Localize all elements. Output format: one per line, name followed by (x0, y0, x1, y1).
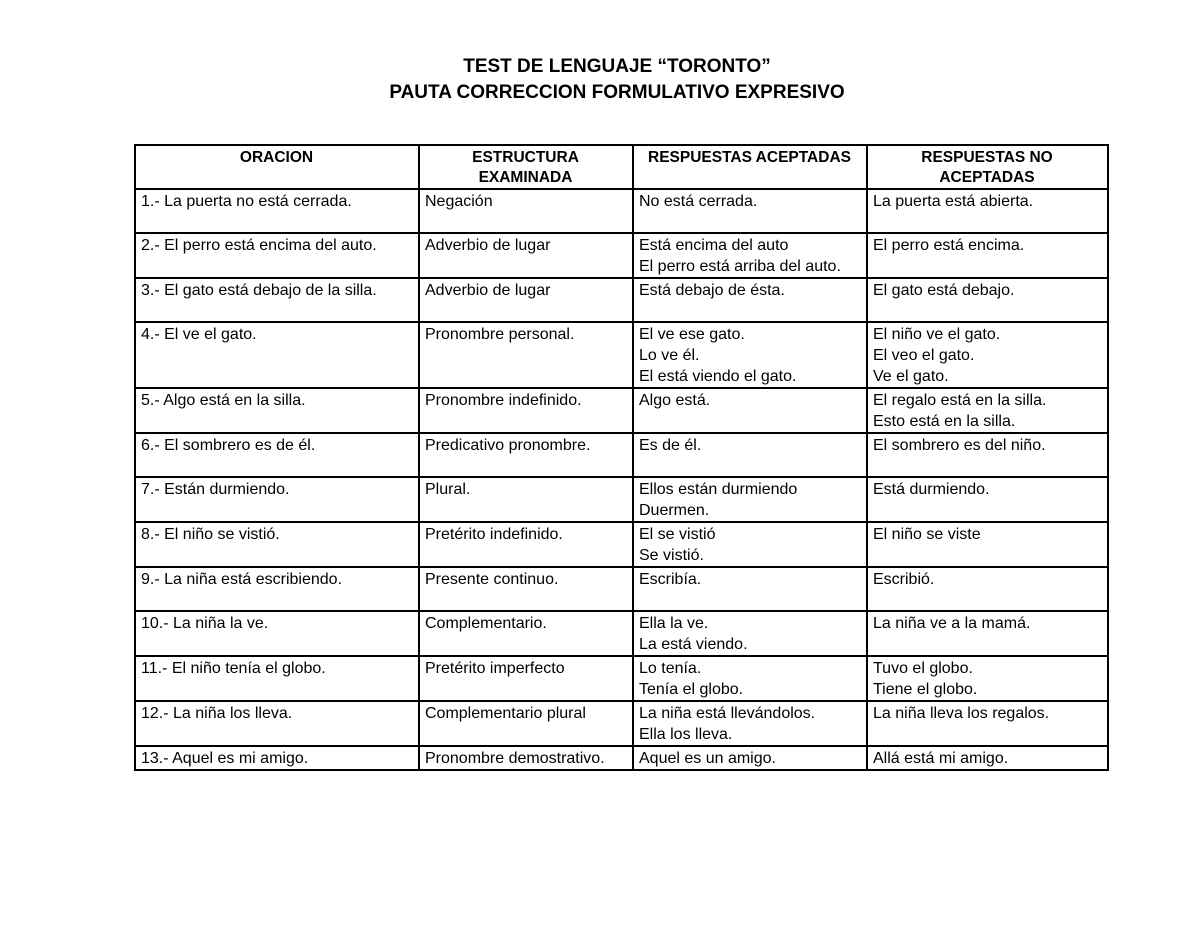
table-row (135, 233, 1108, 278)
cell-line: Aquel es un amigo. (639, 750, 776, 767)
cell-oracion: 10.- La niña la ve. (135, 611, 419, 656)
table-row (135, 656, 1108, 701)
header-oracion: ORACION (135, 145, 419, 189)
cell-line: La puerta está abierta. (873, 193, 1034, 210)
cell-oracion: 7.- Están durmiendo. (135, 477, 419, 522)
cell-line: Escribía. (639, 571, 702, 588)
cell-oracion: 3.- El gato está debajo de la silla. (135, 278, 419, 322)
table-row (135, 388, 1108, 433)
cell-no-aceptadas (867, 522, 1108, 567)
table-row (135, 433, 1108, 477)
cell-oracion: 4.- El ve el gato. (135, 322, 419, 388)
cell-line: Tenía el globo. (639, 681, 744, 698)
cell-line: El regalo está en la silla. (873, 392, 1047, 409)
cell-no-aceptadas (867, 388, 1108, 433)
cell-line: La niña ve a la mamá. (873, 615, 1031, 632)
cell-aceptadas (633, 388, 867, 433)
cell-estructura: Pronombre demostrativo. (419, 746, 633, 770)
cell-oracion: 1.- La puerta no está cerrada. (135, 189, 419, 233)
cell-oracion: 5.- Algo está en la silla. (135, 388, 419, 433)
correction-table (134, 144, 1109, 771)
cell-line: El se vistió (639, 526, 716, 543)
cell-no-aceptadas (867, 189, 1108, 233)
cell-oracion: 13.- Aquel es mi amigo. (135, 746, 419, 770)
cell-aceptadas (633, 567, 867, 611)
cell-line: El niño se viste (873, 526, 981, 543)
cell-no-aceptadas (867, 477, 1108, 522)
cell-estructura: Presente continuo. (419, 567, 633, 611)
cell-estructura: Predicativo pronombre. (419, 433, 633, 477)
table-row (135, 477, 1108, 522)
cell-line: El está viendo el gato. (639, 368, 797, 385)
cell-aceptadas (633, 701, 867, 746)
cell-line: La está viendo. (639, 636, 748, 653)
cell-estructura: Pronombre indefinido. (419, 388, 633, 433)
cell-no-aceptadas (867, 746, 1108, 770)
cell-line: El perro está arriba del auto. (639, 258, 841, 275)
cell-estructura: Plural. (419, 477, 633, 522)
cell-estructura: Negación (419, 189, 633, 233)
cell-oracion: 12.- La niña los lleva. (135, 701, 419, 746)
cell-aceptadas (633, 522, 867, 567)
cell-line: El sombrero es del niño. (873, 437, 1046, 454)
cell-aceptadas (633, 477, 867, 522)
title-line-1: TEST DE LENGUAJE “TORONTO” (463, 56, 771, 77)
cell-no-aceptadas (867, 701, 1108, 746)
cell-aceptadas (633, 746, 867, 770)
cell-line: Ve el gato. (873, 368, 949, 385)
cell-estructura: Complementario plural (419, 701, 633, 746)
cell-line: El niño ve el gato. (873, 326, 1001, 343)
cell-line: Tiene el globo. (873, 681, 978, 698)
cell-oracion: 6.- El sombrero es de él. (135, 433, 419, 477)
cell-no-aceptadas (867, 656, 1108, 701)
cell-line: El perro está encima. (873, 237, 1025, 254)
table-row (135, 746, 1108, 770)
cell-no-aceptadas (867, 322, 1108, 388)
cell-line: No está cerrada. (639, 193, 758, 210)
cell-line: La niña está llevándolos. (639, 705, 816, 722)
cell-line: Está debajo de ésta. (639, 282, 785, 299)
table-row (135, 701, 1108, 746)
cell-line: Lo tenía. (639, 660, 702, 677)
document-title (0, 54, 1200, 106)
cell-aceptadas (633, 233, 867, 278)
cell-aceptadas (633, 611, 867, 656)
cell-oracion: 2.- El perro está encima del auto. (135, 233, 419, 278)
cell-aceptadas (633, 189, 867, 233)
cell-estructura: Adverbio de lugar (419, 233, 633, 278)
cell-oracion: 11.- El niño tenía el globo. (135, 656, 419, 701)
cell-line: La niña lleva los regalos. (873, 705, 1050, 722)
cell-line: Esto está en la silla. (873, 413, 1016, 430)
cell-estructura: Pronombre personal. (419, 322, 633, 388)
cell-aceptadas (633, 433, 867, 477)
table-row (135, 322, 1108, 388)
cell-line: Ella los lleva. (639, 726, 733, 743)
table-row (135, 611, 1108, 656)
cell-no-aceptadas (867, 278, 1108, 322)
cell-no-aceptadas (867, 233, 1108, 278)
cell-line: Es de él. (639, 437, 702, 454)
cell-line: El ve ese gato. (639, 326, 745, 343)
cell-oracion: 8.- El niño se vistió. (135, 522, 419, 567)
cell-no-aceptadas (867, 567, 1108, 611)
cell-oracion: 9.- La niña está escribiendo. (135, 567, 419, 611)
table-row (135, 567, 1108, 611)
cell-line: Ellos están durmiendo (639, 481, 798, 498)
cell-aceptadas (633, 656, 867, 701)
header-aceptadas: RESPUESTAS ACEPTADAS (633, 145, 867, 189)
cell-line: El veo el gato. (873, 347, 975, 364)
cell-line: El gato está debajo. (873, 282, 1015, 299)
table-row (135, 522, 1108, 567)
cell-estructura: Adverbio de lugar (419, 278, 633, 322)
table-row (135, 189, 1108, 233)
title-line-2: PAUTA CORRECCION FORMULATIVO EXPRESIVO (389, 82, 845, 103)
cell-line: Allá está mi amigo. (873, 750, 1009, 767)
cell-line: Se vistió. (639, 547, 704, 564)
header-no-aceptadas: RESPUESTAS NO ACEPTADAS (867, 145, 1108, 189)
cell-line: Está durmiendo. (873, 481, 990, 498)
table-row (135, 278, 1108, 322)
cell-line: Tuvo el globo. (873, 660, 973, 677)
cell-no-aceptadas (867, 611, 1108, 656)
cell-line: Está encima del auto (639, 237, 789, 254)
cell-line: Lo ve él. (639, 347, 700, 364)
cell-line: Ella la ve. (639, 615, 709, 632)
cell-line: Escribió. (873, 571, 935, 588)
table-body (135, 189, 1108, 770)
cell-estructura: Pretérito indefinido. (419, 522, 633, 567)
cell-line: Algo está. (639, 392, 711, 409)
header-estructura: ESTRUCTURA EXAMINADA (419, 145, 633, 189)
cell-aceptadas (633, 322, 867, 388)
cell-estructura: Pretérito imperfecto (419, 656, 633, 701)
table-header-row (135, 145, 1108, 189)
cell-no-aceptadas (867, 433, 1108, 477)
cell-line: Duermen. (639, 502, 710, 519)
cell-estructura: Complementario. (419, 611, 633, 656)
cell-aceptadas (633, 278, 867, 322)
